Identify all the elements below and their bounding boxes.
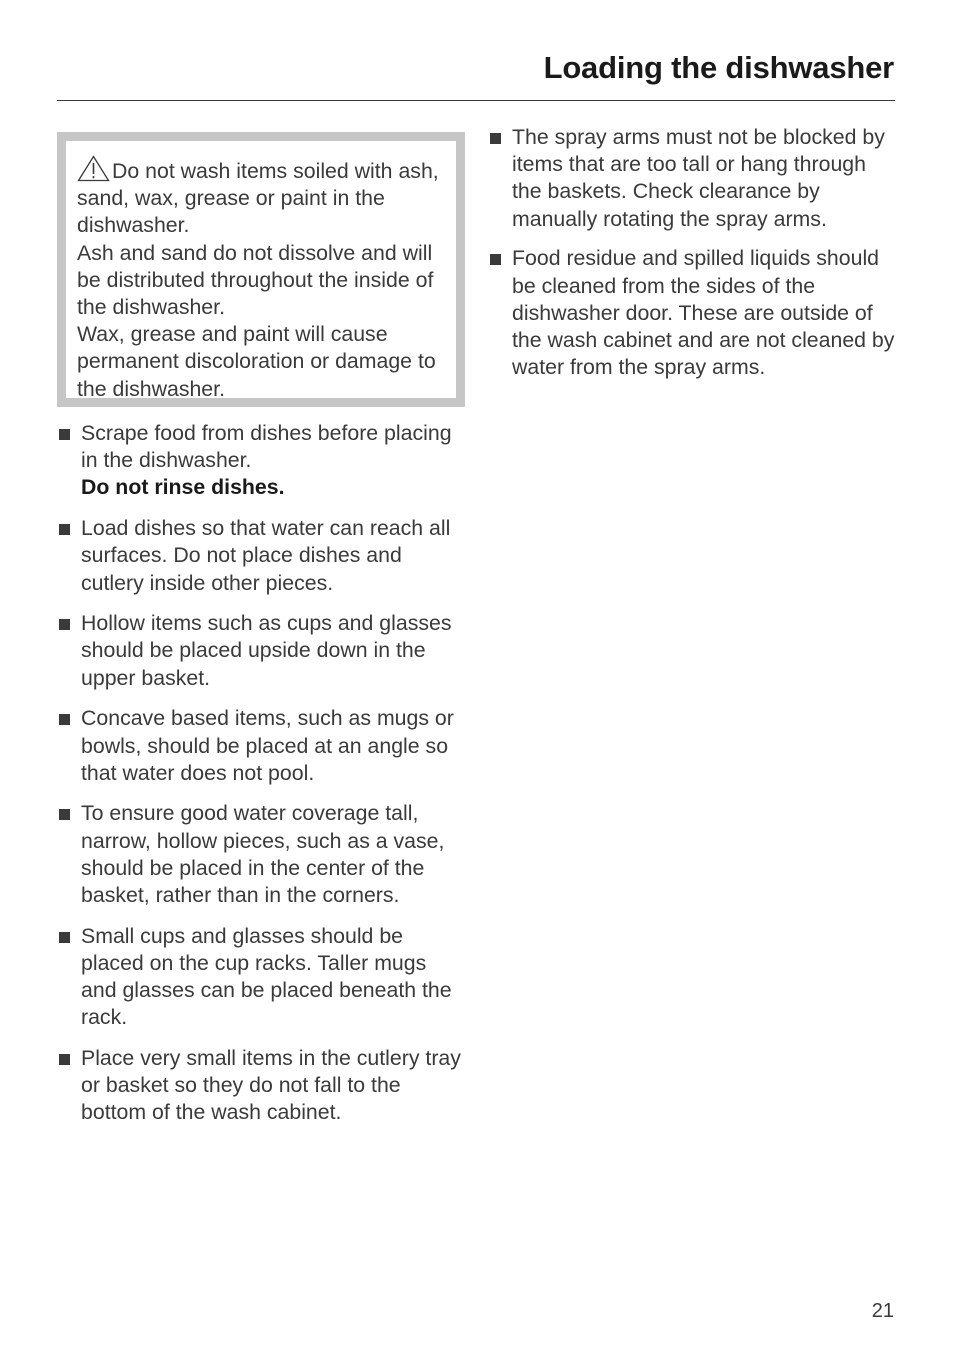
list-item-text: To ensure good water coverage tall, narrow, hollow pieces, such as a vase, should be placed in the center of the basket, rather than in the corners.: [81, 801, 445, 908]
warning-box: [57, 132, 465, 407]
warning-detail-ash-sand: Ash and sand do not dissolve and will be distributed throughout the inside of the dishwasher.: [77, 240, 434, 320]
page-number: 21: [871, 1300, 894, 1322]
warning-detail-wax-grease: Wax, grease and paint will cause permanent discoloration or damage to the dishwasher.: [77, 322, 436, 401]
list-item-text: Small cups and glasses should be placed on the cup racks. Taller mugs and glasses can be placed beneath the rack.: [81, 923, 452, 1030]
list-item: [57, 705, 467, 787]
square-bullet-icon: [59, 809, 70, 820]
square-bullet-icon: [59, 714, 70, 725]
list-item-text: Place very small items in the cutlery tray or basket so they do not fall to the bottom of the wash cabinet.: [81, 1046, 461, 1125]
square-bullet-icon: [59, 932, 70, 943]
right-bullet-list: [488, 124, 898, 394]
list-item: [57, 923, 467, 1032]
square-bullet-icon: [59, 429, 70, 440]
header-divider: [57, 100, 895, 101]
list-item-emphasis: Do not rinse dishes.: [81, 475, 285, 500]
left-bullet-list: [57, 420, 467, 1140]
list-item-text: Food residue and spilled liquids should be cleaned from the sides of the dishwasher door. These are outside of the wash cabinet and are not cleaned by water from the spray arms.: [512, 246, 895, 380]
list-item: [488, 124, 898, 233]
list-item: [57, 800, 467, 909]
warning-main-text: Do not wash items soiled with ash, sand, wax, grease or paint in the dishwasher.: [77, 159, 439, 238]
list-item: [57, 420, 467, 502]
square-bullet-icon: [59, 1054, 70, 1065]
list-item-text: Concave based items, such as mugs or bowls, should be placed at an angle so that water does not pool.: [81, 706, 454, 785]
square-bullet-icon: [490, 133, 501, 144]
list-item: [57, 610, 467, 692]
list-item: [488, 245, 898, 381]
square-bullet-icon: [59, 524, 70, 535]
warning-triangle-icon: [77, 155, 110, 182]
list-item-text: The spray arms must not be blocked by items that are too tall or hang through the baskets. Check clearance by manually rotating the spray arms.: [512, 125, 885, 231]
square-bullet-icon: [490, 254, 501, 265]
list-item-text: Scrape food from dishes before placing in the dishwasher.: [81, 421, 452, 473]
page-title: Loading the dishwasher: [543, 50, 894, 85]
list-item-text: Load dishes so that water can reach all surfaces. Do not place dishes and cutlery inside other pieces.: [81, 516, 451, 595]
list-item-text: Hollow items such as cups and glasses should be placed upside down in the upper basket.: [81, 611, 452, 690]
list-item: [57, 515, 467, 597]
list-item: [57, 1045, 467, 1127]
warning-text-block: [77, 155, 444, 403]
square-bullet-icon: [59, 619, 70, 630]
